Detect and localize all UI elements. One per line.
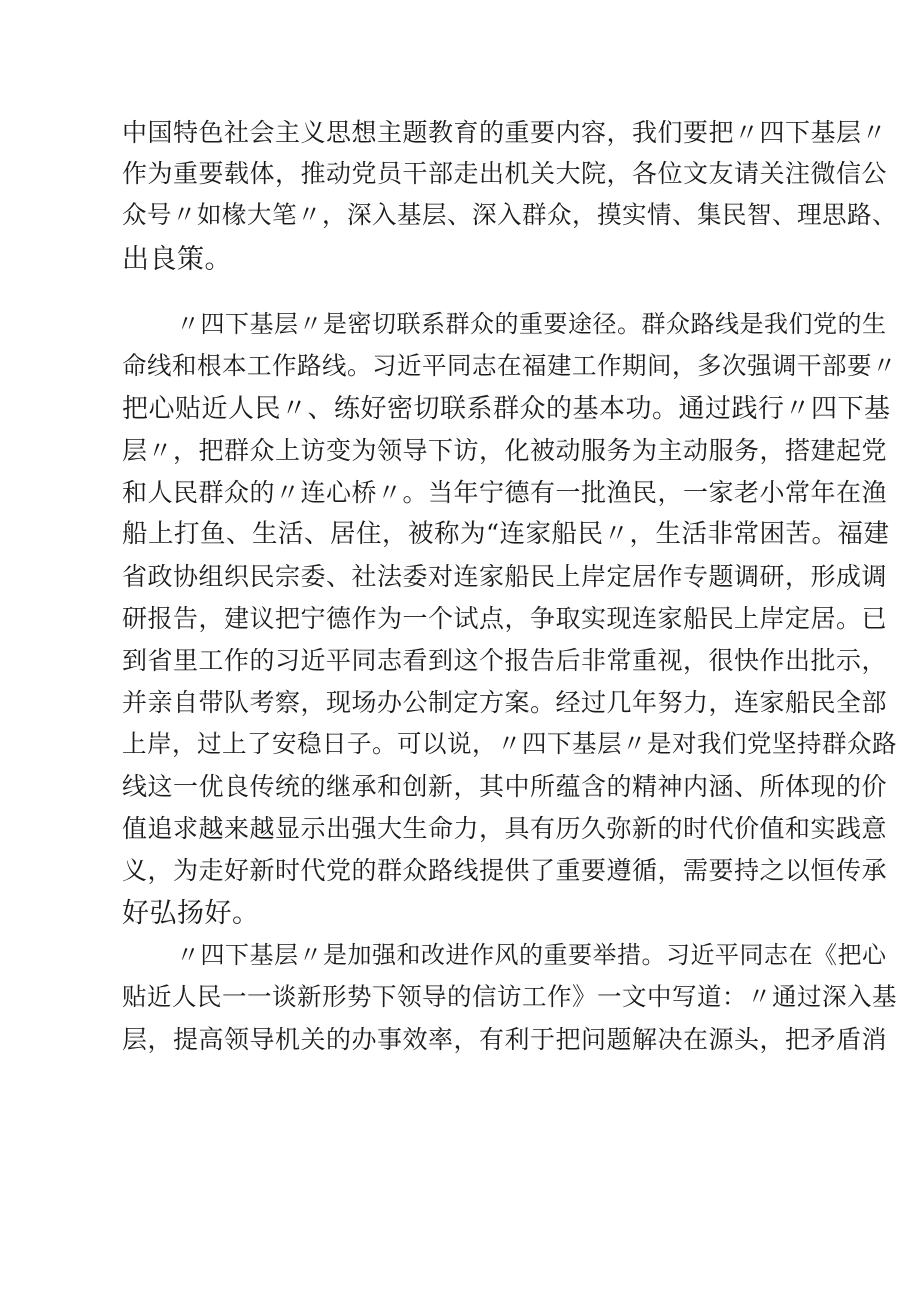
text-line-15: 上岸，过上了安稳日子。可以说，〃四下基层〃是对我们党坚持群众路 [122,729,897,758]
text-line-9: 和人民群众的〃连心桥〃。当年宁德有一批渔民，一家老小常年在渔 [122,478,888,507]
text-line-22: 层，提高领导机关的办事效率，有利于把问题解决在源头，把矛盾消 [122,1025,888,1054]
text-line-1: 中国特色社会主义思想主题教育的重要内容，我们要把〃四下基层〃 [122,118,888,147]
text-line-6: 命线和根本工作路线。习近平同志在福建工作期间，多次强调干部要〃 [122,351,897,380]
text-line-13: 到省里工作的习近平同志看到这个报告后非常重视，很快作出批示， [122,646,888,675]
text-line-18: 义，为走好新时代党的群众路线提供了重要遵循，需要持之以恒传承 [122,856,888,885]
text-line-19: 好弘扬好。 [122,898,260,929]
text-line-5: 〃四下基层〃是密切联系群众的重要途径。群众路线是我们党的生 [176,310,887,338]
text-line-21: 贴近人民一一谈新形势下领导的信访工作》一文中写道：〃通过深入基 [122,982,897,1011]
text-line-14: 并亲自带队考察，现场办公制定方案。经过几年努力，连家船民全部 [122,688,888,717]
text-line-17: 值追求越来越显示出强大生命力，具有历久弥新的时代价值和实践意 [122,814,888,843]
text-line-3: 众号〃如椽大笔〃，深入基层、深入群众，摸实情、集民智、理思路、 [122,200,897,229]
text-line-16: 线这一优良传统的继承和创新，其中所蕴含的精神内涵、所体现的价 [122,772,888,801]
text-line-10: 船上打鱼、生活、居住，被称为“连家船民〃，生活非常困苦。福建 [122,519,890,549]
text-line-2: 作为重要载体，推动党员干部走出机关大院，各位文友请关注微信公 [122,159,888,188]
text-line-7: 把心贴近人民〃、练好密切联系群众的基本功。通过践行〃四下基 [122,394,891,424]
text-line-11: 省政协组织民宗委、社法委对连家船民上岸定居作专题调研，形成调 [122,562,888,591]
text-line-20: 〃四下基层〃是加强和改进作风的重要举措。习近平同志在《把心 [176,941,887,969]
text-line-12: 研报告，建议把宁德作为一个试点，争取实现连家船民上岸定居。已 [122,604,888,633]
text-line-8: 层〃，把群众上访变为领导下访，化被动服务为主动服务，搭建起党 [122,436,888,465]
text-line-4: 出良策。 [122,244,232,275]
